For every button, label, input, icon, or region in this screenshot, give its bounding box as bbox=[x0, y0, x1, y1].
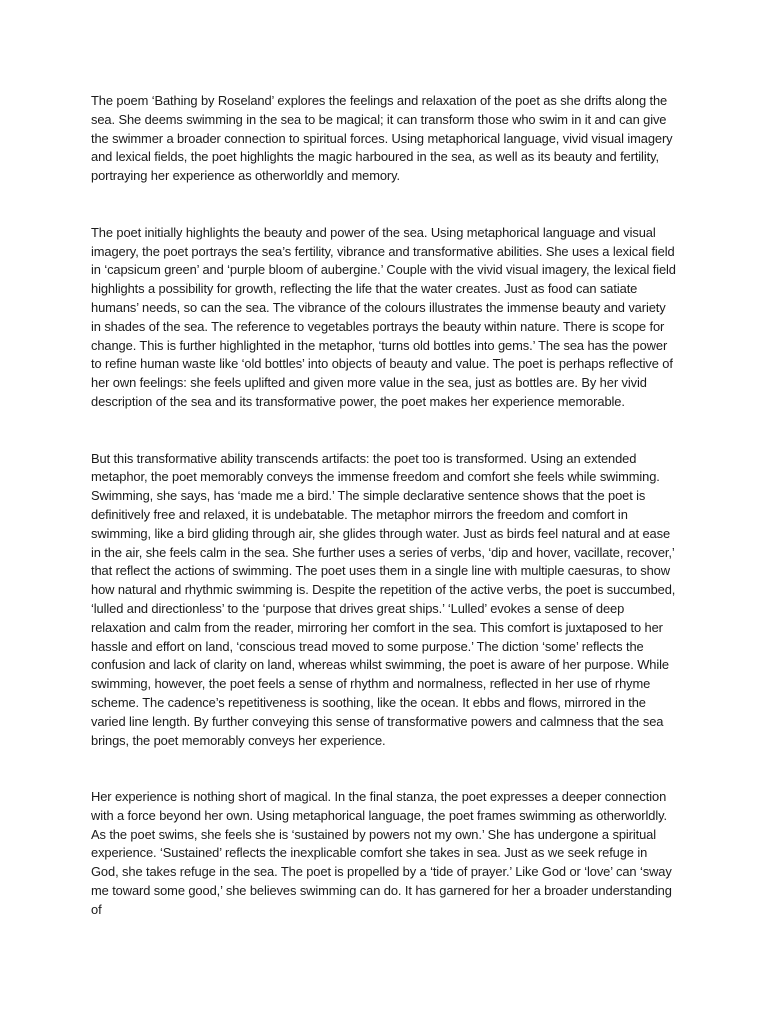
paragraph-magical-experience: Her experience is nothing short of magical. In the final stanza, the poet expresses a deeper connection with a force beyond her own. Using metaphorical language, the poet frames swimming as otherworldly. As the poet swims, she feels she is ‘sustained by powers not my own.’ She has undergone a spiritual experience. ‘Sustained’ reflects the inexplicable comfort she takes in sea. Just as we seek refuge in God, she takes refuge in the sea. The poet is propelled by a ‘tide of prayer.’ Like God or ‘love’ can ‘sway me toward some good,’ she believes swimming can do. It has garnered for her a broader understanding of bbox=[91, 789, 672, 917]
document-body bbox=[91, 92, 677, 957]
paragraph-beauty-and-power: The poet initially highlights the beauty and power of the sea. Using metaphorical language and visual imagery, the poet portrays the sea’s fertility, vibrance and transformative abilities. She uses a lexical field in ‘capsicum green’ and ‘purple bloom of aubergine.’ Couple with the vivid visual imagery, the lexical field highlights a possibility for growth, reflecting the life that the water creates. Just as food can satiate humans’ needs, so can the sea. The vibrance of the colours illustrates the immense beauty and variety in shades of the sea. The reference to vegetables portrays the beauty within nature. There is scope for change. This is further highlighted in the metaphor, ‘turns old bottles into gems.’ The sea has the power to refine human waste like ‘old bottles’ into objects of beauty and value. The poet is perhaps reflective of her own feelings: she feels uplifted and given more value in the sea, just as bottles are. By her vivid description of the sea and its transformative power, the poet makes her experience memorable. bbox=[91, 224, 676, 409]
paragraph-transformation: But this transformative ability transcends artifacts: the poet too is transformed. Using an extended metaphor, the poet memorably conveys the immense freedom and comfort she feels while swimming. Swimming, she says, has ‘made me a bird.’ The simple declarative sentence shows that the poet is definitively free and relaxed, it is undebatable. The metaphor mirrors the freedom and comfort in swimming, like a bird gliding through air, she glides through water. Just as birds feel natural and at ease in the air, she feels calm in the sea. She further uses a series of verbs, ‘dip and hover, vacillate, recover,’ that reflect the actions of swimming. The poet uses them in a single line with multiple caesuras, to show how natural and rhythmic swimming is. Despite the repetition of the active verbs, the poet is succumbed, ‘lulled and directionless’ to the ‘purpose that drives great ships.’ ‘Lulled’ evokes a sense of deep relaxation and calm from the reader, mirroring her comfort in the sea. This comfort is juxtaposed to her hassle and effort on land, ‘conscious tread moved to some purpose.’ The diction ‘some’ reflects the confusion and lack of clarity on land, whereas whilst swimming, the poet is aware of her purpose. While swimming, however, the poet feels a sense of rhythm and normalness, reflected in her use of rhyme scheme. The cadence’s repetitiveness is soothing, like the ocean. It ebbs and flows, mirrored in the varied line length. By further conveying this sense of transformative powers and calmness that the sea brings, the poet memorably conveys her experience. bbox=[91, 450, 676, 748]
paragraph-intro: The poem ‘Bathing by Roseland’ explores the feelings and relaxation of the poet as she drifts along the sea. She deems swimming in the sea to be magical; it can transform those who swim in it and can give the swimmer a broader connection to spiritual forces. Using metaphorical language, vivid visual imagery and lexical fields, the poet highlights the magic harboured in the sea, as well as its beauty and fertility, portraying her experience as otherworldly and memory. bbox=[91, 93, 673, 184]
